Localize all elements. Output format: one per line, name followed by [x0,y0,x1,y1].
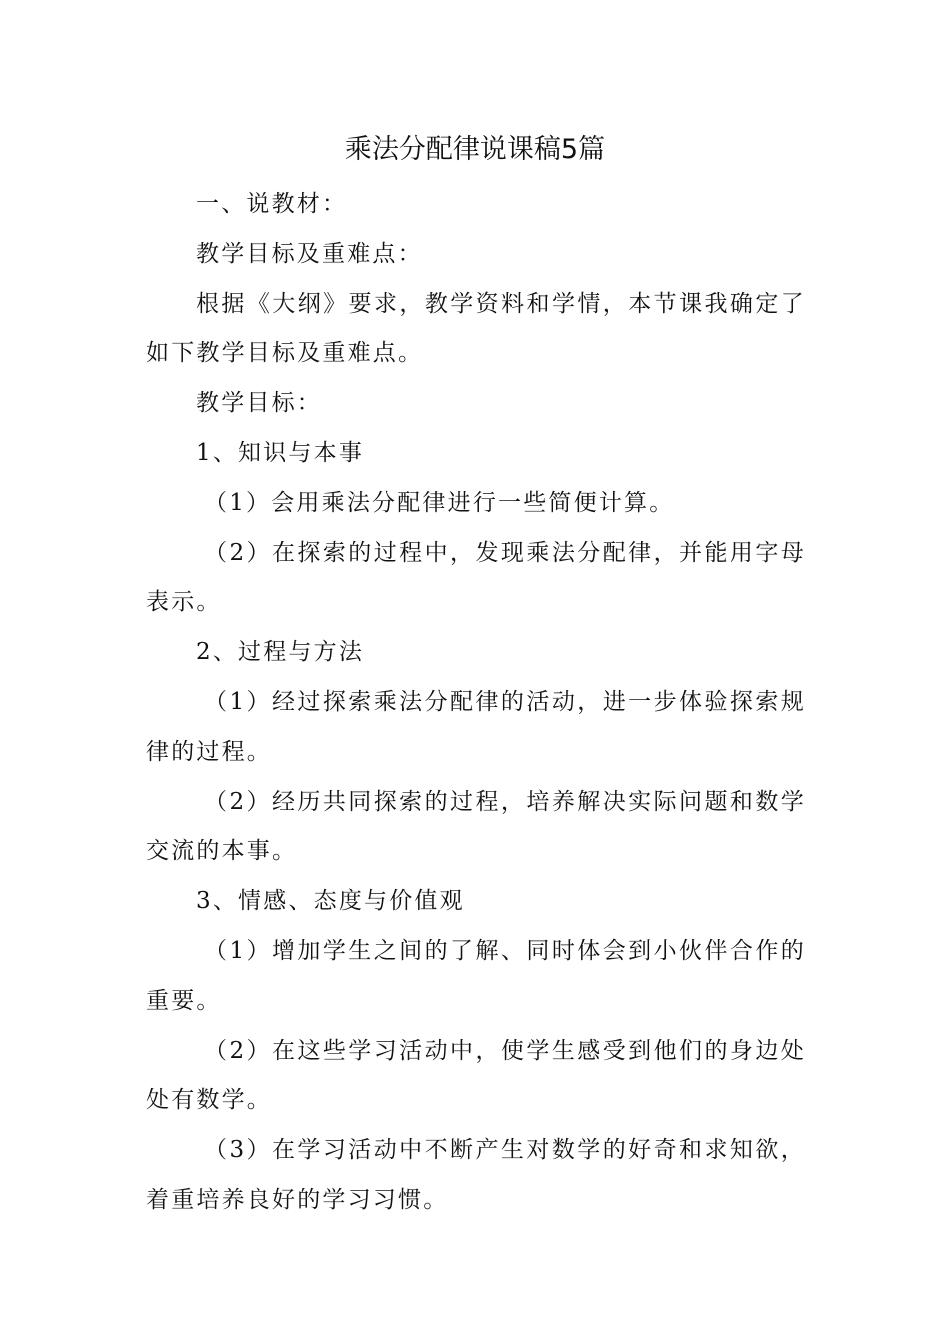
paragraph-goal-1-item-1: （1）会用乘法分配律进行一些简便计算。 [204,489,675,516]
paragraph-goal-3-heading: 3、情感、态度与价值观 [196,888,465,915]
paragraph-subheading: 教学目标及重难点： [196,240,423,267]
paragraph-goal-3-item-3: （3）在学习活动中不断产生对数学的好奇和求知欲，着重培养良好的学习习惯。 [146,1137,806,1213]
paragraph-goal-2-heading: 2、过程与方法 [196,639,365,666]
paragraph-goal-2-item-2: （2）经历共同探索的过程，培养解决实际问题和数学交流的本事。 [146,788,806,865]
paragraph-intro: 根据《大纲》要求，教学资料和学情，本节课我确定了如下教学目标及重难点。 [146,290,806,367]
paragraph-goal-2-item-1: （1）经过探索乘法分配律的活动，进一步体验探索规律的过程。 [146,688,806,765]
paragraph-goals-heading: 教学目标： [196,390,322,417]
paragraph-goal-3-item-1: （1）增加学生之间的了解、同时体会到小伙伴合作的重要。 [146,937,806,1014]
paragraph-section-heading: 一、说教材： [196,191,348,217]
paragraph-goal-1-item-2: （2）在探索的过程中，发现乘法分配律，并能用字母表示。 [146,539,806,616]
paragraph-goal-3-item-2: （2）在这些学习活动中，使学生感受到他们的身边处处有数学。 [146,1037,806,1114]
document-title: 乘法分配律说课稿5篇 [344,134,606,165]
document-body [146,180,806,1226]
paragraph-goal-1-heading: 1、知识与本事 [196,439,365,466]
